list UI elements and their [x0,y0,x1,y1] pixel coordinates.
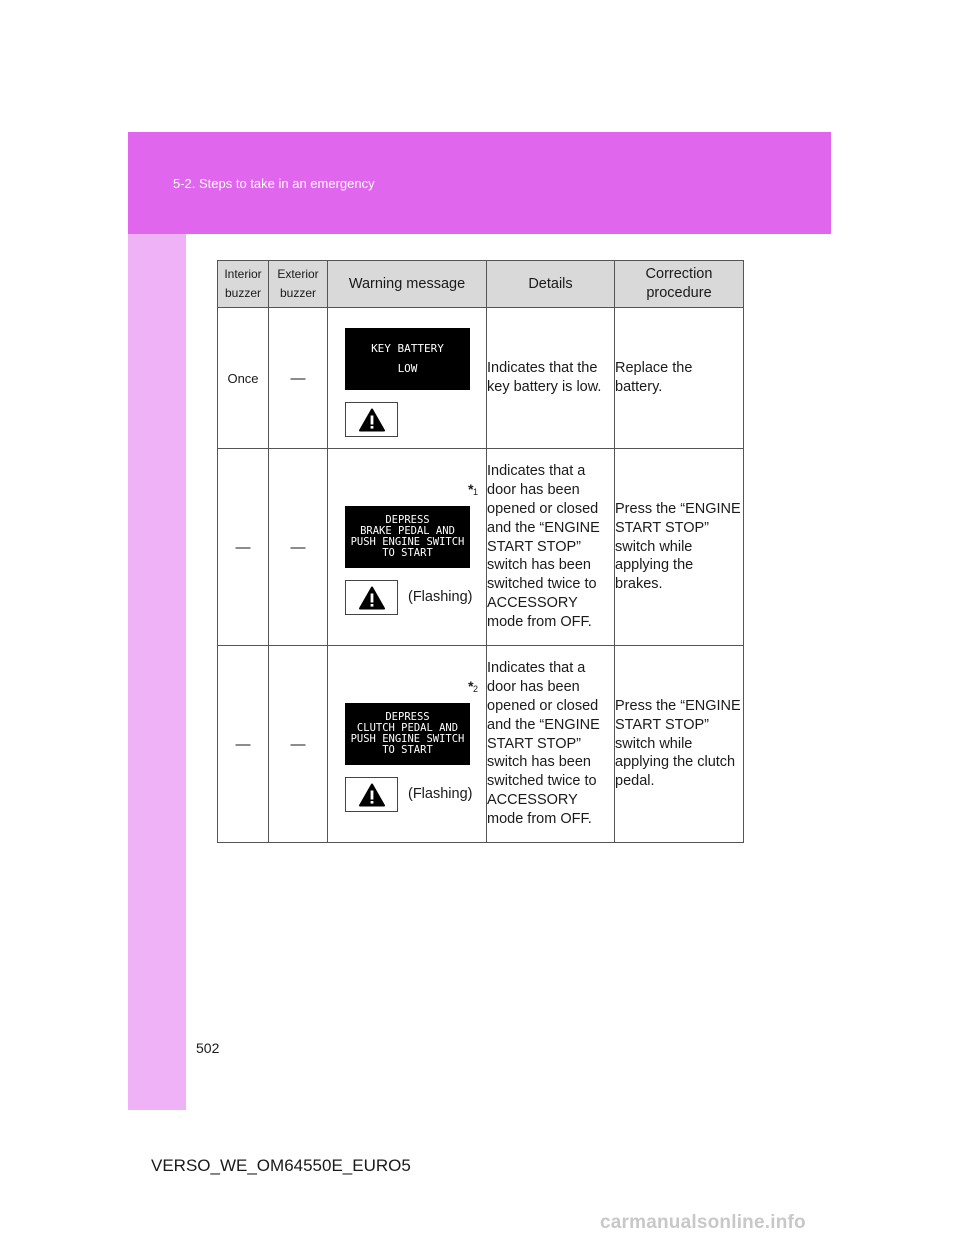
table-header-row [218,261,744,308]
warning-message-cell [328,646,487,843]
header-warning-message: Warning message [328,261,487,308]
header-interior-line1: Interior [224,267,262,281]
display-key-battery-low [345,328,470,390]
header-correction-line2: procedure [646,285,712,301]
exterior-buzzer-cell: — [269,646,328,843]
header-details: Details [487,261,615,308]
correction-cell: Press the “ENGINE START STOP” switch while applying the brakes. [615,449,744,646]
flashing-label: (Flashing) [408,786,473,802]
warning-message-cell [328,308,487,449]
page-number: 502 [196,1040,220,1056]
header-interior-line2: buzzer [224,286,262,300]
interior-buzzer-cell: — [218,646,269,843]
display-line: LOW [397,362,418,375]
correction-cell: Press the “ENGINE START STOP” switch while applying the clutch pedal. [615,646,744,843]
display-line: KEY BATTERY [371,342,444,355]
warning-triangle-icon [345,777,398,812]
correction-cell: Replace the battery. [615,308,744,449]
document-code: VERSO_WE_OM64550E_EURO5 [151,1156,411,1175]
display-depress-brake-pedal [345,506,470,568]
interior-buzzer-cell: — [218,449,269,646]
display-line: DEPRESS [385,711,430,723]
display-line: DEPRESS [385,514,430,526]
display-line: PUSH ENGINE SWITCH [350,733,465,745]
header-correction-line1: Correction [645,266,713,282]
header-exterior-buzzer [269,261,328,308]
table-row [218,308,744,449]
footnote-marker [468,678,478,694]
warning-table [217,260,744,843]
header-interior-buzzer [218,261,269,308]
header-exterior-line2: buzzer [279,286,317,300]
display-line: TO START [382,744,433,756]
warning-message-cell [328,449,487,646]
details-cell: Indicates that a door has been opened or closed and the “ENGINE START STOP” switch has been switched twice to ACCESSORY mode from OFF. [487,646,615,843]
section-title: 5-2. Steps to take in an emergency [173,176,375,191]
exterior-buzzer-cell: — [269,308,328,449]
footnote-number: 1 [472,487,478,497]
display-line: TO START [382,547,433,559]
display-line: BRAKE PEDAL AND [360,525,455,537]
display-line: PUSH ENGINE SWITCH [350,536,465,548]
footnote-mark: * [467,481,473,497]
display-line: CLUTCH PEDAL AND [356,722,459,734]
header-band [128,132,831,234]
warning-triangle-icon [345,402,398,437]
flashing-label: (Flashing) [408,589,473,605]
watermark-logo: carmanualsonline.info [600,1212,806,1233]
side-strip [128,234,186,1110]
details-cell: Indicates that the key battery is low. [487,308,615,449]
header-correction [615,261,744,308]
interior-buzzer-cell: Once [218,308,269,449]
warning-triangle-icon [345,580,398,615]
footnote-number: 2 [472,684,478,694]
footnote-mark: * [467,678,473,694]
footnote-marker [468,481,478,497]
details-cell: Indicates that a door has been opened or closed and the “ENGINE START STOP” switch has been switched twice to ACCESSORY mode from OFF. [487,449,615,646]
header-exterior-line1: Exterior [277,267,319,281]
table-row [218,646,744,843]
exterior-buzzer-cell: — [269,449,328,646]
table-row [218,449,744,646]
display-depress-clutch-pedal [345,703,470,765]
